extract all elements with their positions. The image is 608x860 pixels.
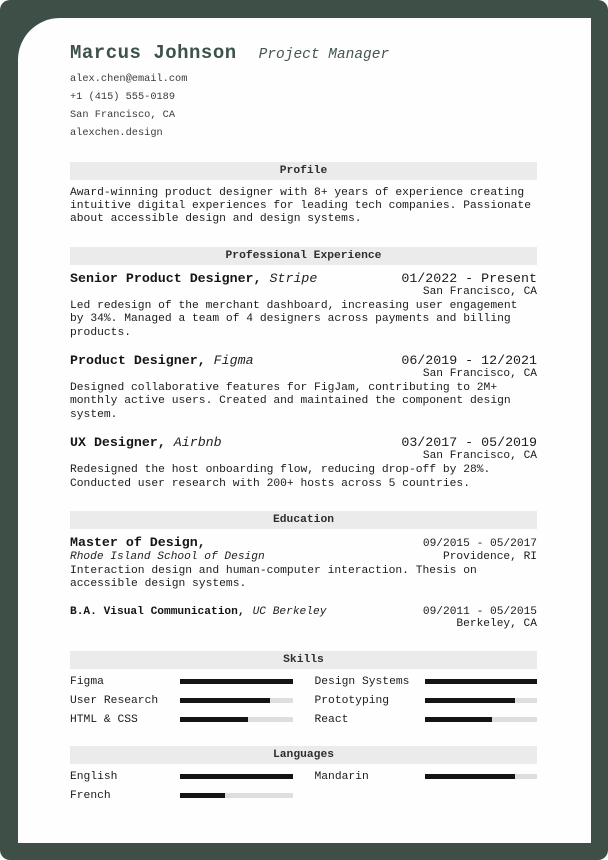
language-label: Mandarin	[314, 770, 369, 783]
job-location: San Francisco, CA	[422, 285, 537, 298]
skill-row	[315, 714, 538, 726]
skill-label: Design Systems	[314, 675, 410, 688]
contact-location: San Francisco, CA	[70, 109, 176, 121]
language-label: French	[70, 789, 111, 802]
skill-bar-fill	[425, 698, 515, 703]
contact-block	[70, 70, 537, 142]
skills-grid	[70, 676, 537, 726]
job-company: Stripe	[269, 270, 318, 286]
person-role: Project Manager	[258, 47, 390, 63]
skills-section-title: Skills	[70, 651, 537, 669]
language-row	[70, 790, 293, 802]
skill-row	[70, 676, 293, 688]
skill-row	[70, 695, 293, 707]
education-description: Interaction design and human-computer interaction. Thesis on accessible design systems.	[70, 565, 477, 591]
language-bar-track	[180, 793, 293, 798]
experience-entry	[70, 354, 537, 422]
school: UC Berkeley	[252, 605, 327, 618]
language-label: English	[70, 770, 118, 783]
skill-row	[315, 676, 538, 688]
skill-bar-track	[180, 698, 293, 703]
skill-row	[70, 714, 293, 726]
skill-label: HTML & CSS	[70, 713, 138, 726]
job-company: Figma	[213, 352, 254, 368]
experience-entry	[70, 436, 537, 491]
school: Rhode Island School of Design	[70, 550, 265, 563]
skill-bar-track	[180, 717, 293, 722]
language-bar-fill	[180, 793, 225, 798]
skill-label: Prototyping	[314, 694, 390, 707]
skill-label: User Research	[70, 694, 159, 707]
job-description: Redesigned the host onboarding flow, reducing drop-off by 28%. Conducted user research with 200+ hosts across 5 countries.	[70, 464, 491, 490]
skill-bar-track	[425, 698, 538, 703]
skill-bar-fill	[180, 698, 270, 703]
education-section-title: Education	[70, 511, 537, 529]
skill-bar-fill	[425, 679, 538, 684]
section-languages	[70, 746, 537, 802]
profile-section-title: Profile	[70, 162, 537, 180]
skill-label: Figma	[70, 675, 104, 688]
job-location: San Francisco, CA	[422, 449, 537, 462]
job-title: UX Designer,	[70, 434, 166, 450]
education-dates: 09/2011 - 05/2015	[422, 605, 537, 618]
resume-header	[70, 44, 537, 63]
job-title: Product Designer,	[70, 352, 206, 368]
profile-text: Award-winning product designer with 8+ years of experience creating intuitive digital experiences for leading tech companies. Passionate about accessible design and design systems.	[70, 187, 531, 226]
person-name: Marcus Johnson	[70, 42, 237, 64]
language-bar-track	[425, 774, 538, 779]
section-education	[70, 511, 537, 631]
language-bar-fill	[180, 774, 293, 779]
skill-bar-track	[180, 679, 293, 684]
resume-page	[18, 18, 591, 843]
job-location: San Francisco, CA	[422, 367, 537, 380]
job-company: Airbnb	[173, 434, 222, 450]
job-dates: 06/2019 - 12/2021	[401, 352, 537, 368]
section-experience	[70, 247, 537, 491]
language-row	[70, 771, 293, 783]
skill-bar-track	[425, 679, 538, 684]
skill-bar-fill	[425, 717, 493, 722]
education-location: Providence, RI	[443, 550, 537, 563]
contact-phone: +1 (415) 555-0189	[70, 91, 176, 103]
skill-bar-fill	[180, 679, 293, 684]
language-bar-fill	[425, 774, 515, 779]
experience-entry	[70, 272, 537, 340]
job-title: Senior Product Designer,	[70, 270, 262, 286]
skill-bar-track	[425, 717, 538, 722]
language-bar-track	[180, 774, 293, 779]
contact-email: alex.chen@email.com	[70, 73, 188, 85]
job-dates: 01/2022 - Present	[401, 270, 537, 286]
education-dates: 09/2015 - 05/2017	[422, 537, 537, 550]
language-row	[315, 771, 538, 783]
section-skills	[70, 651, 537, 726]
skill-bar-fill	[180, 717, 248, 722]
job-dates: 03/2017 - 05/2019	[401, 434, 537, 450]
languages-grid	[70, 771, 537, 802]
section-profile	[70, 162, 537, 227]
job-description: Designed collaborative features for FigJam, contributing to 2M+ monthly active users. Created and maintained the component design system.	[70, 382, 511, 421]
degree: B.A. Visual Communication,	[70, 605, 245, 618]
skill-label: React	[314, 713, 349, 726]
experience-section-title: Professional Experience	[70, 247, 537, 265]
degree: Master of Design,	[70, 534, 206, 550]
education-location: Berkeley, CA	[456, 618, 537, 631]
skill-row	[315, 695, 538, 707]
languages-section-title: Languages	[70, 746, 537, 764]
education-entry	[70, 606, 537, 631]
contact-website: alexchen.design	[70, 127, 163, 139]
education-entry	[70, 536, 537, 592]
job-description: Led redesign of the merchant dashboard, increasing user engagement by 34%. Managed a team of 4 designers across payments and billing products.	[70, 300, 518, 339]
